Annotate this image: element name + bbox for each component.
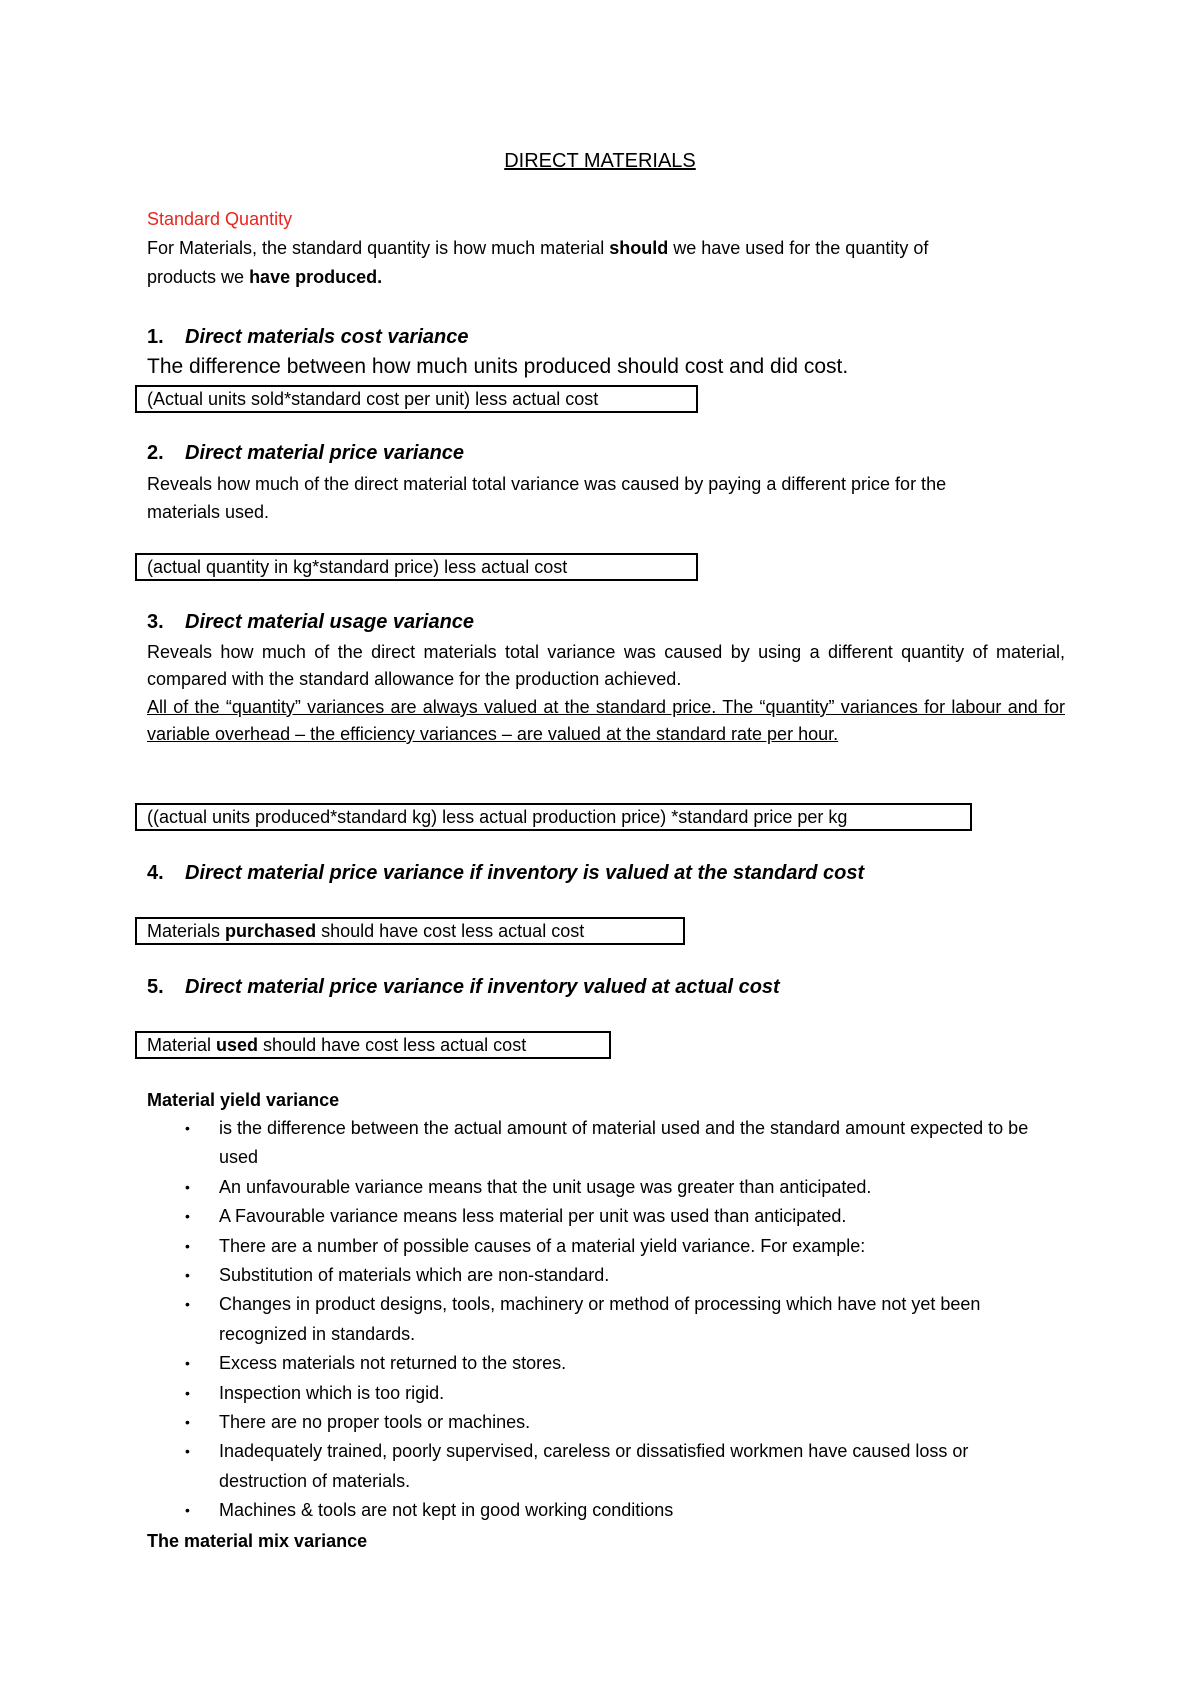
list-item: • Excess materials not returned to the stores. <box>147 1349 1047 1378</box>
section-2-formula-box: (actual quantity in kg*standard price) less actual cost <box>135 553 698 581</box>
list-item: • Inadequately trained, poorly supervised, careless or dissatisfied workmen have caused loss or destruction of materials. <box>147 1437 1047 1496</box>
standard-quantity-line-2: products we have produced. <box>147 267 383 287</box>
bullet-icon: • <box>185 1208 190 1225</box>
bullet-icon: • <box>185 1237 190 1254</box>
yield-variance-heading: Material yield variance <box>147 1090 340 1110</box>
section-3-description: Reveals how much of the direct materials total variance was caused by using a different quantity of material, compared with the standard allowance for the production achieved. <box>147 642 1065 689</box>
bullet-icon: • <box>185 1296 190 1313</box>
list-item: • Changes in product designs, tools, machinery or method of processing which have not yet been recognized in standards. <box>147 1290 1047 1349</box>
standard-quantity-label: Standard Quantity <box>147 209 293 229</box>
mix-variance-heading: The material mix variance <box>147 1531 368 1551</box>
yield-variance-list <box>147 1114 1047 1526</box>
section-5-formula-box: Material used should have cost less actual cost <box>135 1031 611 1059</box>
standard-quantity-line-1: For Materials, the standard quantity is how much material should we have used for the quantity of <box>147 238 929 258</box>
section-1-formula-box: (Actual units sold*standard cost per unit) less actual cost <box>135 385 698 413</box>
list-item: • Machines & tools are not kept in good working conditions <box>147 1496 1047 1525</box>
section-4-heading: 4. Direct material price variance if inventory is valued at the standard cost <box>147 862 865 884</box>
section-1-heading: 1. Direct materials cost variance <box>147 326 469 348</box>
section-3-formula-box: ((actual units produced*standard kg) less actual production price) *standard price per kg <box>135 803 972 831</box>
page-title: DIRECT MATERIALS <box>504 150 696 172</box>
section-2-description-line-1: Reveals how much of the direct material total variance was caused by paying a different price for the <box>147 474 947 494</box>
bullet-icon: • <box>185 1384 190 1401</box>
list-item: • A Favourable variance means less material per unit was used than anticipated. <box>147 1202 1047 1231</box>
bullet-icon: • <box>185 1502 190 1519</box>
bullet-icon: • <box>185 1443 190 1460</box>
list-item: • is the difference between the actual amount of material used and the standard amount expected to be used <box>147 1114 1047 1173</box>
section-3-note: All of the “quantity” variances are always valued at the standard price. The “quantity” variances for labour and for variable overhead – the efficiency variances – are valued at the standard rate per hour. <box>147 697 1065 744</box>
list-item: • Substitution of materials which are non-standard. <box>147 1261 1047 1290</box>
bullet-icon: • <box>185 1414 190 1431</box>
bullet-icon: • <box>185 1267 190 1284</box>
list-item: • An unfavourable variance means that the unit usage was greater than anticipated. <box>147 1173 1047 1202</box>
section-5-heading: 5. Direct material price variance if inventory valued at actual cost <box>147 976 780 998</box>
list-item: • There are no proper tools or machines. <box>147 1408 1047 1437</box>
section-2-heading: 2. Direct material price variance <box>147 442 465 464</box>
section-4-formula-box: Materials purchased should have cost less actual cost <box>135 917 685 945</box>
section-3-heading: 3. Direct material usage variance <box>147 611 475 633</box>
bullet-icon: • <box>185 1355 190 1372</box>
list-item: • Inspection which is too rigid. <box>147 1379 1047 1408</box>
bullet-icon: • <box>185 1178 190 1195</box>
section-1-description: The difference between how much units produced should cost and did cost. <box>147 355 849 378</box>
bullet-icon: • <box>185 1120 190 1136</box>
section-2-description-line-2: materials used. <box>147 502 270 522</box>
list-item: • There are a number of possible causes of a material yield variance. For example: <box>147 1232 1047 1261</box>
